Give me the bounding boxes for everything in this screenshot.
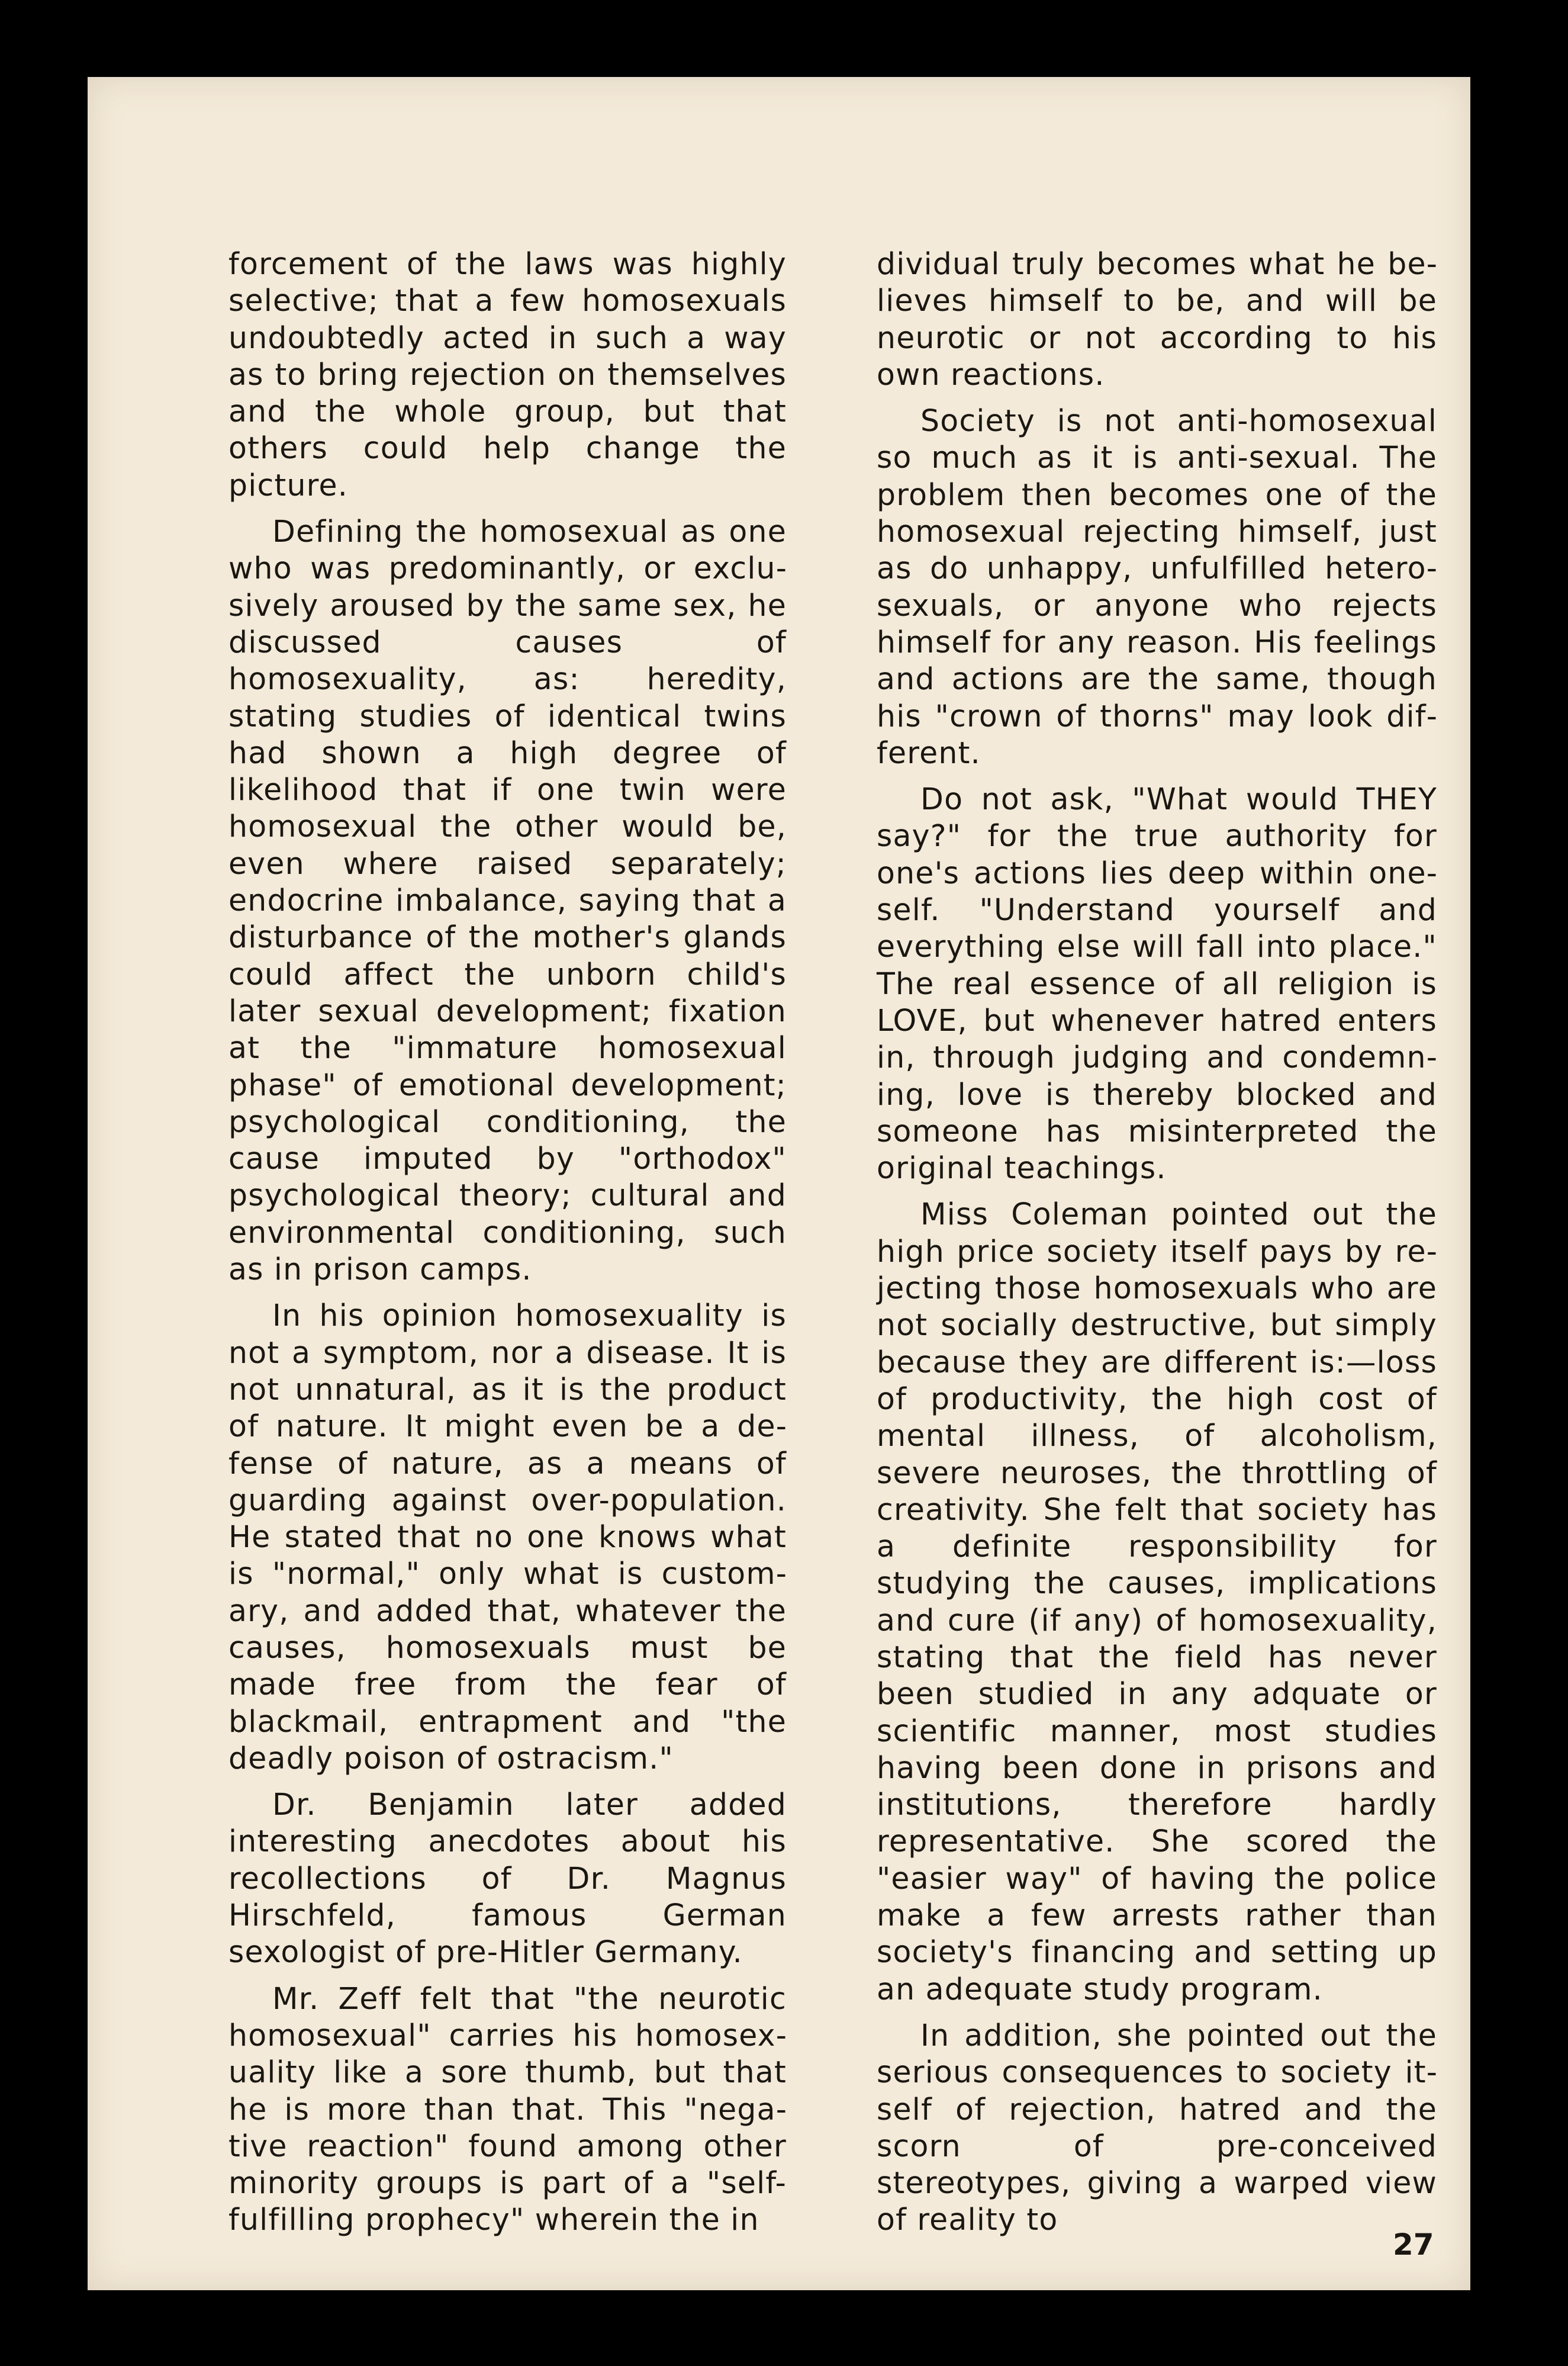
- paragraph: Society is not anti-homosexual so much as it is anti-sexual. The problem then becomes one of the homosexual rejecting himself, just as do unhappy, unfulfilled heterosexuals, or anyone who rejects himself for any reason. His feelings and actions are the same, though his "crown of thorns" may look different.: [877, 403, 1437, 770]
- right-column: [877, 246, 1437, 2248]
- magazine-page: [88, 77, 1470, 2290]
- page-number: 27: [1393, 2227, 1434, 2262]
- paragraph: Mr. Zeff felt that "the neurotic homosexual" carries his homosexuality like a sore thumb, but that he is more than that. This "negative reaction" found among other minority groups is part of a "self-fulfilling prophecy" wherein the in: [228, 1981, 787, 2238]
- paragraph: forcement of the laws was highly selective; that a few homosexuals undoubtedly acted in such a way as to bring rejection on themselves and the whole group, but that others could help change the picture.: [228, 246, 787, 503]
- paragraph: Miss Coleman pointed out the high price society itself pays by rejecting those homosexuals who are not socially destructive, but simply because they are different is:—loss of productivity, the high cost of mental illness, of alcoholism, severe neuroses, the throttling of creativity. She felt that society has a definite responsibility for studying the causes, implications and cure (if any) of homosexuality, stating that the field has never been studied in any adquate or scientific manner, most studies having been done in prisons and institutions, therefore hardly representative. She scored the "easier way" of having the police make a few arrests rather than society's financing and setting up an adequate study program.: [877, 1197, 1437, 2007]
- left-column: [228, 246, 787, 2248]
- paragraph: In addition, she pointed out the serious consequences to society itself of rejection, hatred and the scorn of pre-conceived stereotypes, giving a warped view of reality to: [877, 2017, 1437, 2238]
- paragraph: Do not ask, "What would THEY say?" for the true authority for one's actions lies deep within oneself. "Understand yourself and everything else will fall into place." The real essence of all religion is LOVE, but whenever hatred enters in, through judging and condemning, love is thereby blocked and someone has misinterpreted the original teachings.: [877, 782, 1437, 1186]
- paragraph: In his opinion homosexuality is not a symptom, nor a disease. It is not unnatural, as it is the product of nature. It might even be a defense of nature, as a means of guarding against over-population. He stated that no one knows what is "normal," only what is customary, and added that, whatever the causes, homosexuals must be made free from the fear of blackmail, entrapment and "the deadly poison of ostracism.": [228, 1298, 787, 1776]
- paragraph: dividual truly becomes what he believes himself to be, and will be neurotic or not according to his own reactions.: [877, 246, 1437, 392]
- paragraph: Defining the homosexual as one who was predominantly, or exclusively aroused by the same sex, he discussed causes of homosexuality, as: heredity, stating studies of identical twins had shown a high degree of likelihood that if one twin were homosexual the other would be, even where raised separately; endocrine imbalance, saying that a disturbance of the mother's glands could affect the unborn child's later sexual development; fixation at the "immature homosexual phase" of emotional development; psychological conditioning, the cause imputed by "orthodox" psychological theory; cultural and environmental conditioning, such as in prison camps.: [228, 514, 787, 1287]
- paragraph: Dr. Benjamin later added interesting anecdotes about his recollections of Dr. Magnus Hirschfeld, famous German sexologist of pre-Hitler Germany.: [228, 1787, 787, 1970]
